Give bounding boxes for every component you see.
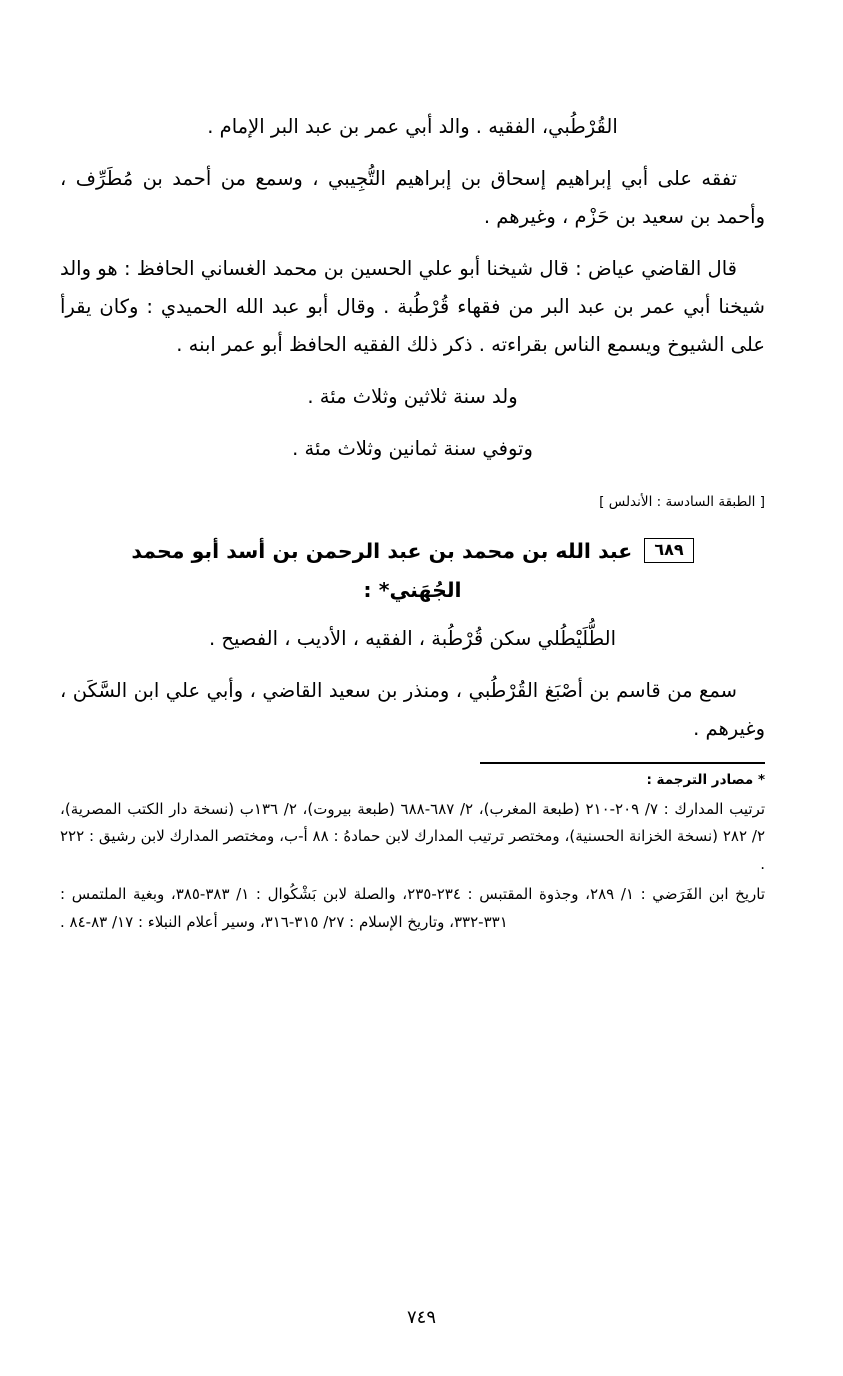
footnote-sources [60,796,765,937]
entry-number-box: ٦٨٩ [644,538,693,563]
entry-description: الطُّلَيْطُلي سكن قُرْطُبة ، الفقيه ، الأديب ، الفصيح . [209,627,616,650]
paragraph: تفقه على أبي إبراهيم إسحاق بن إبراهيم التُّجِيبي ، وسمع من أحمد بن مُطَرِّف ، وأحمد بن سعيد بن حَزْم ، وغيرهم . [60,167,765,229]
page-number: ٧٤٩ [406,1307,436,1328]
footnote-line: ترتيب المدارك : ٧/ ٢٠٩-٢١٠ (طبعة المغرب)، ٢/ ٦٨٧-٦٨٨ (طبعة بيروت)، ٢/ ١٣٦ب (نسخة دار الكتب المصرية)، ٢/ ٢٨٢ (نسخة الخزانة الحسنية)، ومختصر ترتيب المدارك لابن حمادهُ : ٨٨ أ-ب، ومختصر المدارك لابن رشيق : ٢٢٢ . [60,799,766,874]
entry-heading [60,532,765,610]
paragraph: القُرْطُبي، الفقيه . والد أبي عمر بن عبد البر الإمام . [207,115,618,138]
entry-title-continued: الجُهَني* : [363,578,462,603]
paragraph: قال القاضي عياض : قال شيخنا أبو علي الحسين بن محمد الغساني الحافظ : هو والد شيخنا أبي عمر بن عبد البر من فقهاء قُرْطُبة . وقال أبو عبد الله الحميدي : وكان يقرأ على الشيوخ ويسمع الناس بقراءته . ذكر ذلك الفقيه الحافظ أبو عمر ابنه . [60,257,765,357]
entry-body [60,620,765,748]
footnote-line: تاريخ ابن الفَرَضي : ١/ ٢٨٩، وجذوة المقتبس : ٢٣٤-٢٣٥، والصلة لابن بَشْكُوال : ١/ ٣٨٣-٣٨٥، وبغية الملتمس : ٣٣١-٣٣٢، وتاريخ الإسلام : ٢٧/ ٣١٥-٣١٦، وسير أعلام النبلاء : ١٧/ ٨٣-٨٤ . [60,884,766,931]
previous-entry-body [60,108,765,468]
entry-title: عبد الله بن محمد بن عبد الرحمن بن أسد أبو محمد [131,539,633,564]
section-marker: [ الطبقة السادسة : الأندلس ] [599,494,765,511]
footnote-divider [480,762,765,764]
birth-line: ولد سنة ثلاثين وثلاث مئة . [307,385,518,409]
footnote-title: * مصادر الترجمة : [646,771,765,788]
entry-teachers: سمع من قاسم بن أصْبَغ القُرْطُبي ، ومنذر بن سعيد القاضي ، وأبي علي ابن السَّكَن ، وغيرهم . [60,679,765,741]
death-line: وتوفي سنة ثمانين وثلاث مئة . [292,437,533,461]
